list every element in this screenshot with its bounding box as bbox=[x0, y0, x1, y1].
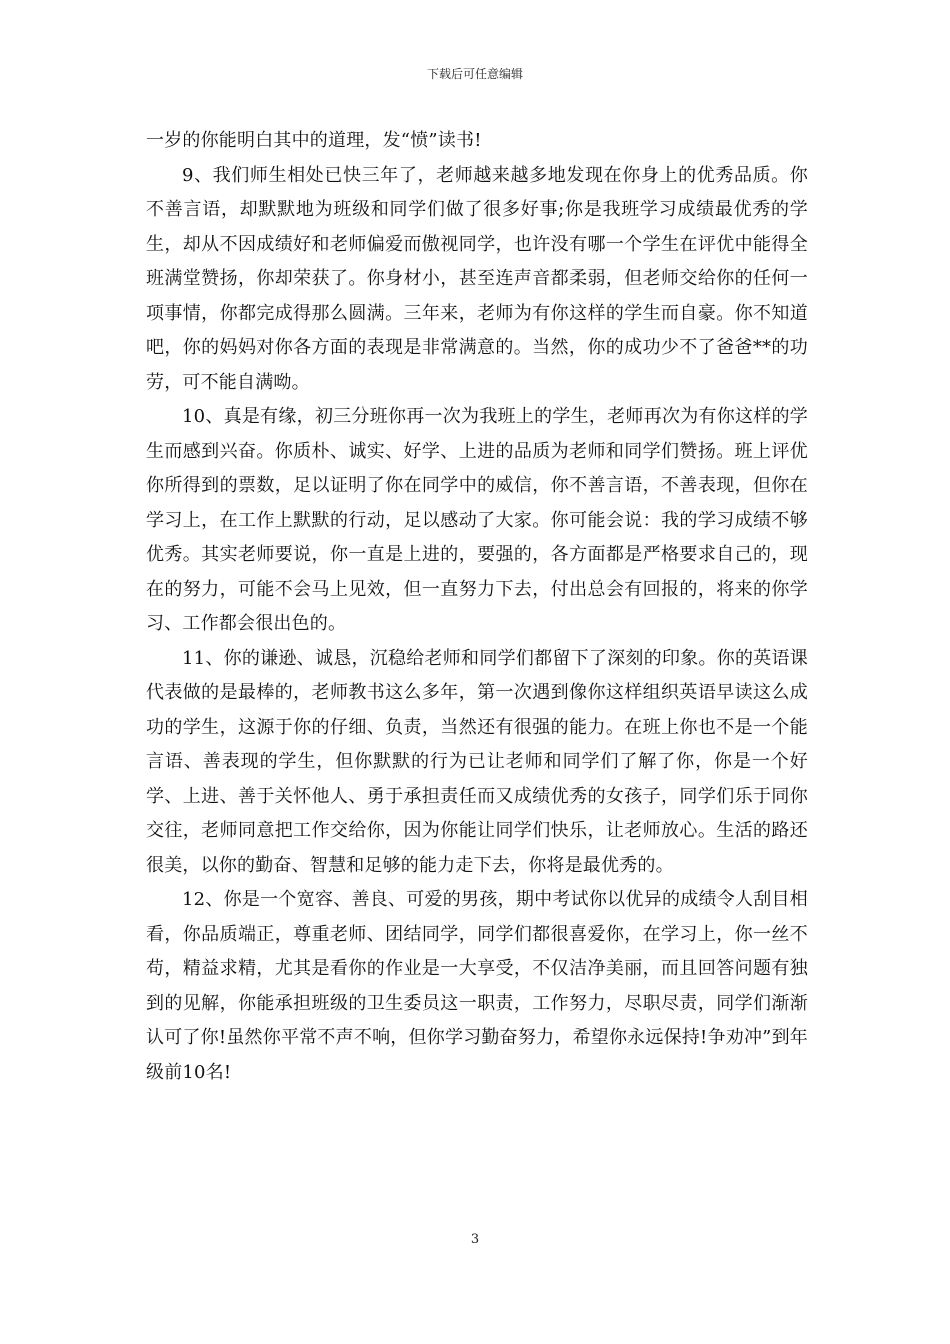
page-number bbox=[0, 1232, 950, 1248]
page-number-text: 3 bbox=[470, 1232, 480, 1247]
paragraph-item-10: 10、真是有缘，初三分班你再一次为我班上的学生，老师再次为有你这样的学生而感到兴奋。你质朴、诚实、好学、上进的品质为老师和同学们赞扬。班上评优你所得到的票数，足以证明了你在同学中的威信，你不善言语，不善表现，但你在学习上，在工作上默默的行动，足以感动了大家。你可能会说：我的学习成绩不够优秀。其实老师要说，你一直是上进的，要强的，各方面都是严格要求自己的，现在的努力，可能不会马上见效，但一直努力下去，付出总会有回报的，将来的你学习、工作都会很出色的。 bbox=[146, 406, 808, 634]
paragraph-continuation: 一岁的你能明白其中的道理，发“愤”读书! bbox=[146, 130, 482, 151]
page-header bbox=[0, 66, 950, 82]
paragraph-item-11: 11、你的谦逊、诚恳，沉稳给老师和同学们都留下了深刻的印象。你的英语课代表做的是最棒的，老师教书这么多年，第一次遇到像你这样组织英语早读这么成功的学生，这源于你的仔细、负责，当然还有很强的能力。在班上你也不是一个能言语、善表现的学生，但你默默的行为已让老师和同学们了解了你，你是一个好学、上进、善于关怀他人、勇于承担责任而又成绩优秀的女孩子，同学们乐于同你交往，老师同意把工作交给你，因为你能让同学们快乐，让老师放心。生活的路还很美，以你的勤奋、智慧和足够的能力走下去，你将是最优秀的。 bbox=[146, 647, 808, 876]
header-text: 下载后可任意编辑 bbox=[426, 67, 523, 81]
paragraph-item-9: 9、我们师生相处已快三年了，老师越来越多地发现在你身上的优秀品质。你不善言语，却默默地为班级和同学们做了很多好事;你是我班学习成绩最优秀的学生，却从不因成绩好和老师偏爱而傲视同学，也许没有哪一个学生在评优中能得全班满堂赞扬，你却荣获了。你身材小，甚至连声音都柔弱，但老师交给你的任何一项事情，你都完成得那么圆满。三年来，老师为有你这样的学生而自豪。你不知道吧，你的妈妈对你各方面的表现是非常满意的。当然，你的成功少不了爸爸**的功劳，可不能自满呦。 bbox=[146, 164, 808, 393]
paragraph-item-12: 12、你是一个宽容、善良、可爱的男孩，期中考试你以优异的成绩令人刮目相看，你品质端正，尊重老师、团结同学，同学们都很喜爱你，在学习上，你一丝不苟，精益求精，尤其是看你的作业是一大享受，不仅洁净美丽，而且回答问题有独到的见解，你能承担班级的卫生委员这一职责，工作努力，尽职尽责，同学们渐渐认可了你!虽然你平常不声不响，但你学习勤奋努力，希望你永远保持!争劝冲”到年级前10名! bbox=[146, 889, 808, 1083]
document-body bbox=[146, 124, 808, 1090]
